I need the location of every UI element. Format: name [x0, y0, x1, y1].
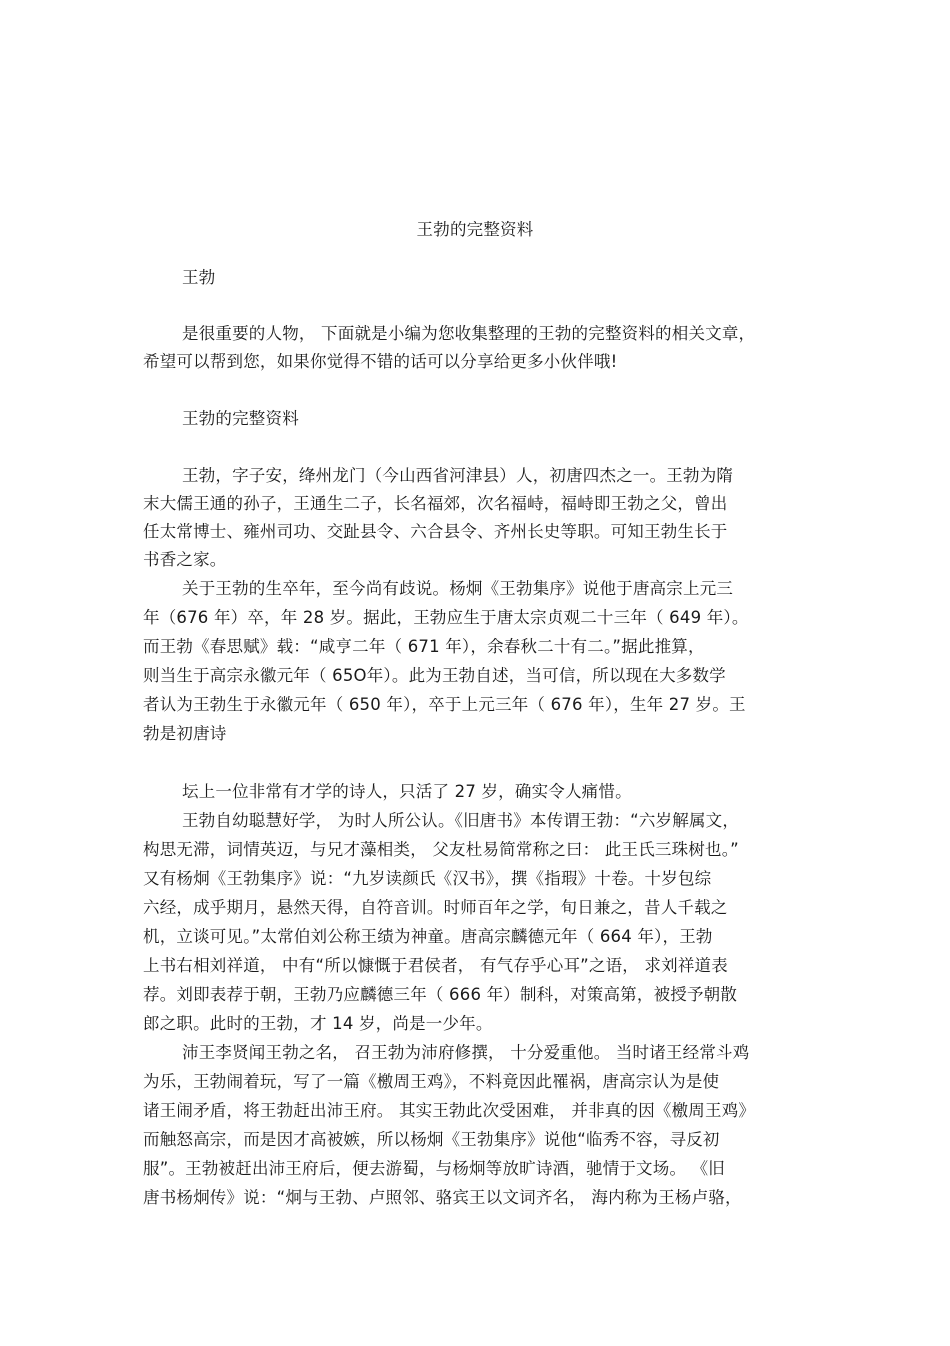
paragraph-line: 王勃自幼聪慧好学， 为时人所公认。《旧唐书》本传谓王勃：“六岁解属文，: [182, 811, 740, 830]
paragraph-line: 年（676 年）卒，年 28 岁。据此，王勃应生于唐太宗贞观二十三年（ 649 年）。: [143, 608, 749, 627]
paragraph-line: 上书右相刘祥道， 中有“所以慷慨于君侯者， 有气存乎心耳”之语， 求刘祥道表: [143, 956, 728, 975]
paragraph-line: 为乐，王勃闹着玩，写了一篇《檄周王鸡》，不料竟因此罹祸，唐高宗认为是使: [143, 1072, 720, 1091]
paragraph-line: 任太常博士、雍州司功、交趾县令、六合县令、齐州长史等职。可知王勃生长于: [143, 522, 728, 541]
paragraph-line: 而王勃《春思赋》载：“咸亨二年（ 671 年），余春秋二十有二。”据此推算，: [143, 637, 705, 656]
paragraph-line: 末大儒王通的孙子，王通生二子，长名福郊，次名福峙，福峙即王勃之父，曾出: [143, 494, 728, 513]
paragraph-line: 王勃，字子安，绛州龙门（今山西省河津县）人，初唐四杰之一。王勃为隋: [182, 466, 734, 485]
paragraph-line: 六经，成乎期月，悬然天得，自符音训。时师百年之学，旬日兼之，昔人千载之: [143, 898, 728, 917]
heading-wangbo: 王勃: [182, 268, 216, 287]
paragraph-line: 者认为王勃生于永徽元年（ 650 年），卒于上元三年（ 676 年），生年 27 岁。王: [143, 695, 746, 714]
paragraph-line: 机，立谈可见。”太常伯刘公称王绩为神童。唐高宗麟德元年（ 664 年），王勃: [143, 927, 713, 946]
paragraph-line: 坛上一位非常有才学的诗人，只活了 27 岁，确实令人痛惜。: [182, 782, 632, 801]
paragraph-line: 唐书杨炯传》说：“炯与王勃、卢照邻、骆宾王以文词齐名， 海内称为王杨卢骆，: [143, 1188, 742, 1207]
paragraph-line: 书香之家。: [143, 550, 227, 569]
paragraph-line: 又有杨炯《王勃集序》说：“九岁读颜氏《汉书》，撰《指瑕》十卷。十岁包综: [143, 869, 712, 888]
paragraph-line: 诸王闹矛盾，将王勃赶出沛王府。 其实王勃此次受困难， 并非真的因《檄周王鸡》: [143, 1101, 756, 1120]
paragraph-line: 关于王勃的生卒年，至今尚有歧说。杨炯《王勃集序》说他于唐高宗上元三: [182, 579, 734, 598]
paragraph-line: 荐。刘即表荐于朝，王勃乃应麟德三年（ 666 年）制科，对策高第，被授予朝散: [143, 985, 738, 1004]
paragraph-line: 服”。王勃被赶出沛王府后，便去游蜀，与杨炯等放旷诗酒，驰情于文场。 《旧: [143, 1159, 725, 1178]
intro-line: 是很重要的人物， 下面就是小编为您收集整理的王勃的完整资料的相关文章，: [182, 324, 756, 343]
paragraph-line: 而触怒高宗，而是因才高被嫉，所以杨炯《王勃集序》说他“临秀不容，寻反初: [143, 1130, 720, 1149]
paragraph-line: 构思无滞，词情英迈，与兄才藻相类， 父友杜易简常称之曰： 此王氏三珠树也。”: [143, 840, 739, 859]
section-heading: 王勃的完整资料: [182, 409, 299, 428]
intro-line: 希望可以帮到您，如果你觉得不错的话可以分享给更多小伙伴哦!: [143, 352, 618, 371]
paragraph-line: 沛王李贤闻王勃之名， 召王勃为沛府修撰， 十分爱重他。 当时诸王经常斗鸡: [182, 1043, 750, 1062]
document-title: 王勃的完整资料: [416, 220, 534, 239]
paragraph-line: 则当生于高宗永徽元年（ 65O年）。此为王勃自述，当可信，所以现在大多数学: [143, 666, 726, 685]
paragraph-line: 郎之职。此时的王勃，才 14 岁，尚是一少年。: [143, 1014, 493, 1033]
paragraph-line: 勃是初唐诗: [143, 724, 227, 743]
